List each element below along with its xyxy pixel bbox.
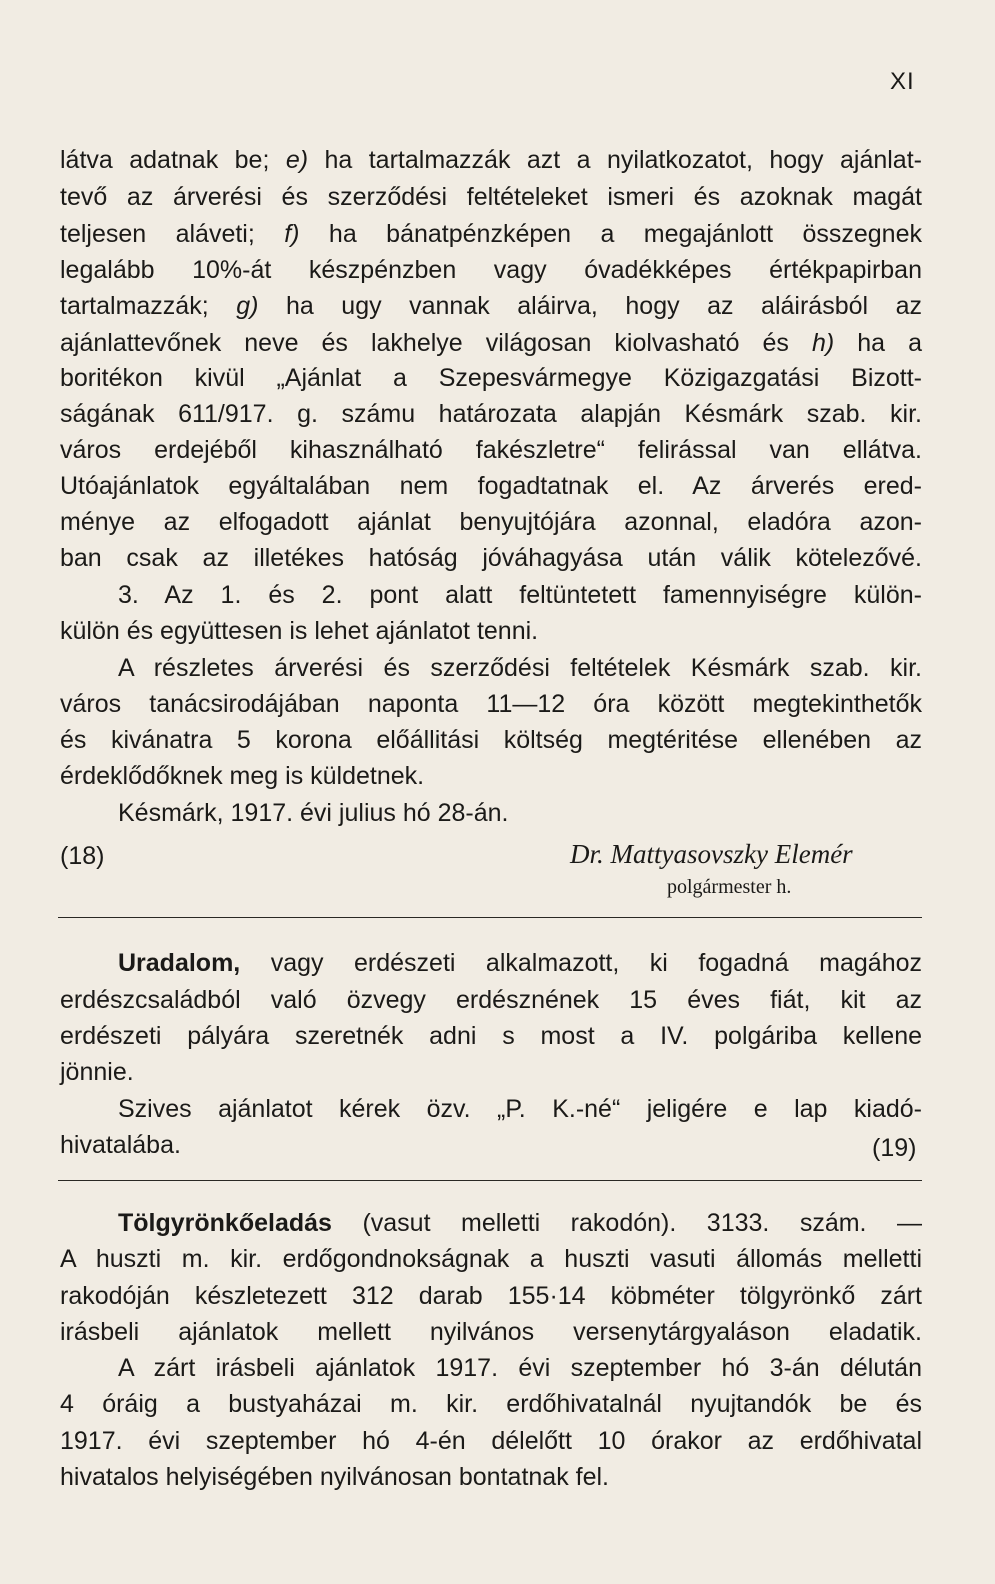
text-line: és kivánatra 5 korona előállitási költség megtéritése ellenében az xyxy=(60,726,922,754)
text-line: teljesen aláveti; f) ha bánatpénzképen a megajánlott összegnek xyxy=(60,220,922,248)
text-line: ménye az elfogadott ajánlat benyujtójára azonnal, eladóra azon- xyxy=(60,508,922,536)
text-line: város erdejéből kihasználható fakészletre“ felirással van ellátva. xyxy=(60,436,922,464)
divider xyxy=(58,1180,922,1181)
text-line: ajánlattevőnek neve és lakhelye világosan kiolvasható és h) ha a xyxy=(60,329,922,357)
text-line: 3. Az 1. és 2. pont alatt feltüntetett famennyiségre külön- xyxy=(118,581,922,609)
text-line: ban csak az illetékes hatóság jóváhagyása után válik kötelezővé. xyxy=(60,544,922,572)
text-line: tevő az árverési és szerződési feltételeket ismeri és azoknak magát xyxy=(60,183,922,211)
place-date-line: Késmárk, 1917. évi julius hó 28-án. xyxy=(118,799,509,827)
text-line: irásbeli ajánlatok mellett nyilvános versenytárgyaláson eladatik. xyxy=(60,1318,922,1346)
text-line: Utóajánlatok egyáltalában nem fogadtatnak el. Az árverés ered- xyxy=(60,472,922,500)
text-line: A huszti m. kir. erdőgondnokságnak a huszti vasuti állomás melletti xyxy=(60,1245,922,1273)
page-number: XI xyxy=(890,68,915,95)
text-line: hivatalos helyiségében nyilvánosan bontatnak fel. xyxy=(60,1463,609,1491)
text-line: rakodóján készletezett 312 darab 155·14 köbméter tölgyrönkő zárt xyxy=(60,1282,922,1310)
text-line: erdészcsaládból való özvegy erdésznének 15 éves fiát, kit az xyxy=(60,986,922,1014)
text-line: látva adatnak be; e) ha tartalmazzák azt a nyilatkozatot, hogy ajánlat- xyxy=(60,146,922,174)
text-line: 4 óráig a bustyaházai m. kir. erdőhivatalnál nyujtandók be és xyxy=(60,1390,922,1418)
ad-heading: Uradalom, xyxy=(118,949,241,977)
text-line: jönnie. xyxy=(60,1058,134,1086)
text-line: Szives ajánlatot kérek özv. „P. K.-né“ jeligére e lap kiadó- xyxy=(118,1095,922,1123)
text-line: legalább 10%-át készpénzben vagy óvadékképes értékpapirban xyxy=(60,256,922,284)
text-line: boritékon kivül „Ajánlat a Szepesvármegye Közigazgatási Bizott- xyxy=(60,364,922,392)
signature-name: Dr. Mattyasovszky Elemér xyxy=(570,839,853,869)
text-line: A zárt irásbeli ajánlatok 1917. évi szeptember hó 3-án délután xyxy=(118,1354,922,1382)
text-line: érdeklődőknek meg is küldetnek. xyxy=(60,762,425,790)
text-line: hivatalába. xyxy=(60,1131,181,1159)
text-line: Uradalom, vagy erdészeti alkalmazott, ki fogadná magához xyxy=(118,949,922,977)
text-line: erdészeti pályára szeretnék adni s most a IV. polgáriba kellene xyxy=(60,1022,922,1050)
text-line: Tölgyrönkőeladás (vasut melletti rakodón). 3133. szám. — xyxy=(118,1209,922,1237)
text-line: ságának 611/917. g. számu határozata alapján Késmárk szab. kir. xyxy=(60,400,922,428)
reference-number: (19) xyxy=(872,1134,917,1162)
text-line: A részletes árverési és szerződési feltételek Késmárk szab. kir. xyxy=(118,654,922,682)
text-line: város tanácsirodájában naponta 11—12 óra között megtekinthetők xyxy=(60,690,922,718)
text-line: külön és együttesen is lehet ajánlatot tenni. xyxy=(60,617,539,645)
text-line: 1917. évi szeptember hó 4-én délelőtt 10 órakor az erdőhivatal xyxy=(60,1427,922,1455)
ad-heading: Tölgyrönkőeladás xyxy=(118,1209,332,1237)
text-line: tartalmazzák; g) ha ugy vannak aláirva, hogy az aláirásból az xyxy=(60,292,922,320)
divider xyxy=(58,917,922,918)
reference-number: (18) xyxy=(60,842,105,870)
signature-title: polgármester h. xyxy=(667,876,792,898)
